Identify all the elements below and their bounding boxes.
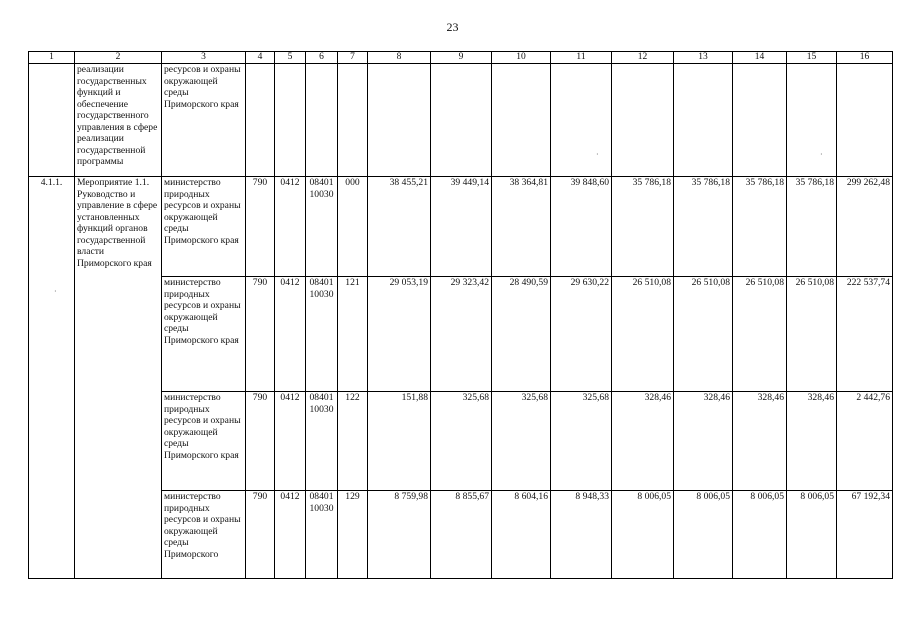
code-cell: 0412 [275,277,306,392]
value-cell: 328,46 [733,392,787,491]
value-cell: 151,88 [368,392,431,491]
continuation-executor: ресурсов и охраны окружающей среды Приморского края [162,64,246,177]
code-cell: 129 [338,491,368,579]
empty-cell [29,64,75,177]
header-cell: 15 [787,52,837,64]
empty-cell [431,64,492,177]
value-cell: 67 192,34 [837,491,893,579]
empty-cell [837,64,893,177]
empty-cell [368,64,431,177]
value-cell: 29 323,42 [431,277,492,392]
header-cell: 7 [338,52,368,64]
code-cell: 122 [338,392,368,491]
value-cell: 325,68 [431,392,492,491]
header-cell: 13 [674,52,733,64]
value-cell: 29 630,22 [551,277,612,392]
executor-cell: министерство природных ресурсов и охраны окружающей среды Приморского [162,491,246,579]
executor-cell: министерство природных ресурсов и охраны окружающей среды Приморского края [162,277,246,392]
code-cell: 08401 10030 [306,491,338,579]
code-cell: 790 [246,392,275,491]
value-cell: 325,68 [551,392,612,491]
value-cell: 8 855,67 [431,491,492,579]
code-cell: 0412 [275,491,306,579]
value-cell: 8 006,05 [733,491,787,579]
value-cell: 8 006,05 [674,491,733,579]
code-cell: 121 [338,277,368,392]
value-cell: 222 537,74 [837,277,893,392]
value-cell: 35 786,18 [787,177,837,277]
code-cell: 08401 10030 [306,392,338,491]
empty-cell [338,64,368,177]
header-cell: 12 [612,52,674,64]
header-cell: 3 [162,52,246,64]
empty-cell [275,64,306,177]
code-cell: 08401 10030 [306,177,338,277]
header-cell: 14 [733,52,787,64]
value-cell: 8 006,05 [612,491,674,579]
value-cell: 38 455,21 [368,177,431,277]
code-cell: 0412 [275,177,306,277]
value-cell: 28 490,59 [492,277,551,392]
code-cell: 000 [338,177,368,277]
value-cell: 39 449,14 [431,177,492,277]
value-cell: 325,68 [492,392,551,491]
activity-number: 4.1.1. [29,177,75,579]
executor-cell: министерство природных ресурсов и охраны окружающей среды Приморского края [162,177,246,277]
header-cell: 10 [492,52,551,64]
value-cell: 26 510,08 [674,277,733,392]
budget-table [28,51,893,579]
continuation-row [29,64,893,177]
value-cell: 35 786,18 [674,177,733,277]
empty-cell [787,64,837,177]
header-cell: 11 [551,52,612,64]
table-row [29,177,893,277]
header-cell: 8 [368,52,431,64]
empty-cell [733,64,787,177]
header-cell: 16 [837,52,893,64]
empty-cell [246,64,275,177]
scan-speck: · [820,150,823,159]
executor-cell: министерство природных ресурсов и охраны окружающей среды Приморского края [162,392,246,491]
value-cell: 26 510,08 [787,277,837,392]
value-cell: 26 510,08 [733,277,787,392]
code-cell: 790 [246,277,275,392]
empty-cell [306,64,338,177]
empty-cell [492,64,551,177]
value-cell: 26 510,08 [612,277,674,392]
header-cell: 5 [275,52,306,64]
value-cell: 328,46 [612,392,674,491]
value-cell: 2 442,76 [837,392,893,491]
code-cell: 0412 [275,392,306,491]
value-cell: 29 053,19 [368,277,431,392]
scan-speck: · [596,150,599,159]
value-cell: 39 848,60 [551,177,612,277]
code-cell: 790 [246,491,275,579]
empty-cell [674,64,733,177]
value-cell: 38 364,81 [492,177,551,277]
header-cell: 4 [246,52,275,64]
value-cell: 35 786,18 [733,177,787,277]
empty-cell [551,64,612,177]
header-cell: 2 [75,52,162,64]
continuation-name: реализации государственных функций и обеспечение государственного управления в сфере реализации государственной программы [75,64,162,177]
header-cell: 6 [306,52,338,64]
header-cell: 9 [431,52,492,64]
code-cell: 08401 10030 [306,277,338,392]
scan-speck: · [54,287,57,296]
value-cell: 8 006,05 [787,491,837,579]
value-cell: 8 604,16 [492,491,551,579]
value-cell: 35 786,18 [612,177,674,277]
header-row [29,52,893,64]
page-number: 23 [446,20,459,34]
empty-cell [612,64,674,177]
value-cell: 8 948,33 [551,491,612,579]
header-cell: 1 [29,52,75,64]
code-cell: 790 [246,177,275,277]
value-cell: 8 759,98 [368,491,431,579]
value-cell: 328,46 [787,392,837,491]
value-cell: 299 262,48 [837,177,893,277]
activity-name: Мероприятие 1.1. Руководство и управление в сфере установленных функций органов государственной власти Приморского края [75,177,162,579]
value-cell: 328,46 [674,392,733,491]
